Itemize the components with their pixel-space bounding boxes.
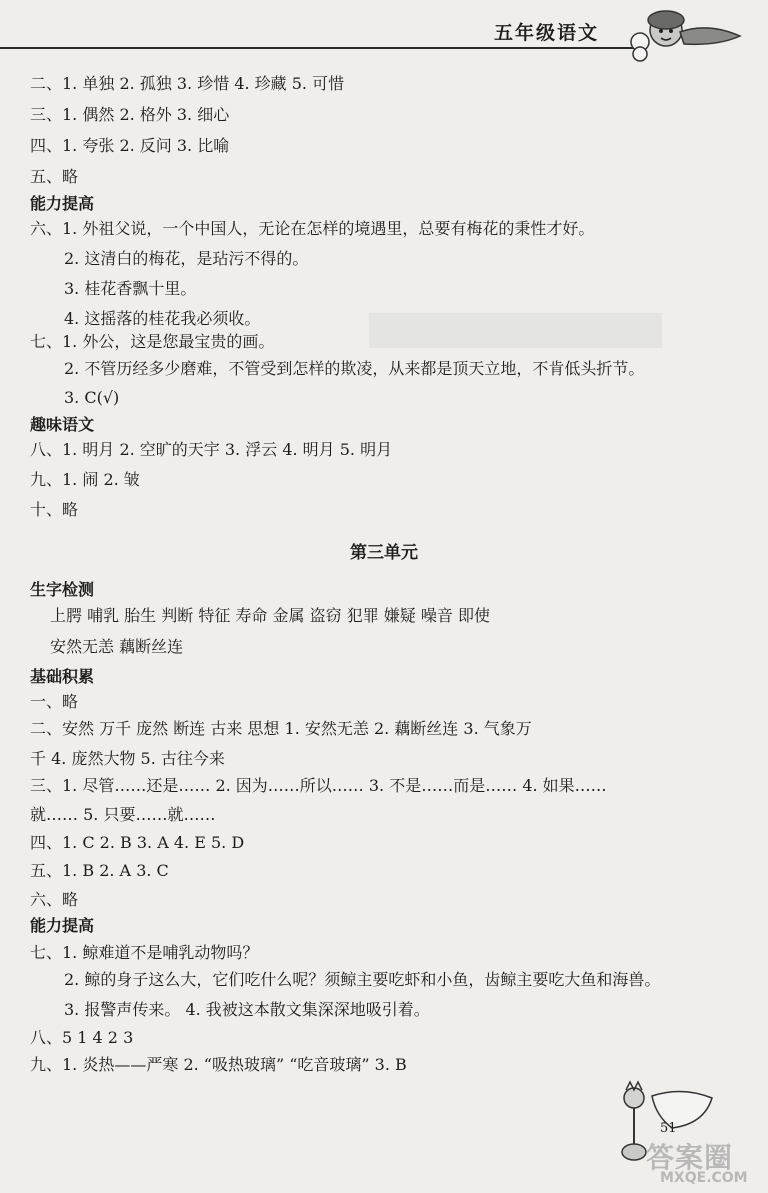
answer-line: 九、1. 炎热——严寒 2. “吸热玻璃” “吃音玻璃” 3. B xyxy=(30,1055,407,1074)
section-heading: 能力提高 xyxy=(30,194,95,213)
vocab-line: 安然无恙 藕断丝连 xyxy=(50,637,184,656)
answer-line: 二、1. 单独 2. 孤独 3. 珍惜 4. 珍藏 5. 可惜 xyxy=(30,74,345,93)
answer-line: 三、1. 偶然 2. 格外 3. 细心 xyxy=(30,105,230,124)
answer-line: 八、5 1 4 2 3 xyxy=(30,1028,134,1047)
header-title: 五年级语文 xyxy=(494,22,600,44)
section-heading: 基础积累 xyxy=(30,667,95,686)
answer-line: 3. 桂花香飘十里。 xyxy=(64,279,197,298)
answer-line: 一、略 xyxy=(30,692,79,711)
watermark-url: MXQE.COM xyxy=(660,1170,748,1186)
answer-line: 九、1. 闹 2. 皱 xyxy=(30,470,140,489)
redaction-box xyxy=(369,313,662,348)
answer-line: 十、略 xyxy=(30,500,79,519)
answer-line: 五、略 xyxy=(30,167,79,186)
answer-line: 七、1. 外公，这是您最宝贵的画。 xyxy=(30,332,275,351)
watermark-text: 答案圈 xyxy=(646,1141,734,1174)
answer-line: 4. 这摇落的桂花我必须收。 xyxy=(64,309,261,328)
answer-line: 3. C(√) xyxy=(64,388,120,407)
answer-line: 2. 鲸的身子这么大，它们吃什么呢？须鲸主要吃虾和小鱼，齿鲸主要吃大鱼和海兽。 xyxy=(64,970,661,989)
vocab-line: 上腭 哺乳 胎生 判断 特征 寿命 金属 盗窃 犯罪 嫌疑 噪音 即使 xyxy=(50,606,490,625)
header-rule xyxy=(0,47,640,49)
answer-line: 八、1. 明月 2. 空旷的天宇 3. 浮云 4. 明月 5. 明月 xyxy=(30,440,393,459)
mascot-illustration-top xyxy=(628,2,748,62)
answer-line: 3. 报警声传来。 4. 我被这本散文集深深地吸引着。 xyxy=(64,1000,430,1019)
answer-line: 三、1. 尽管……还是…… 2. 因为……所以…… 3. 不是……而是…… 4. 如果…… xyxy=(30,776,607,795)
answer-line: 五、1. B 2. A 3. C xyxy=(30,861,169,880)
answer-line: 2. 这清白的梅花，是玷污不得的。 xyxy=(64,249,309,268)
answer-line: 七、1. 鲸难道不是哺乳动物吗？ xyxy=(30,943,259,962)
answer-line: 四、1. C 2. B 3. A 4. E 5. D xyxy=(30,833,245,852)
answer-line: 就…… 5. 只要……就…… xyxy=(30,805,216,824)
answer-line: 千 4. 庞然大物 5. 古往今来 xyxy=(30,749,225,768)
unit-title: 第三单元 xyxy=(350,543,418,563)
section-heading: 趣味语文 xyxy=(30,415,95,434)
section-heading: 能力提高 xyxy=(30,916,95,935)
answer-line: 四、1. 夸张 2. 反问 3. 比喻 xyxy=(30,136,230,155)
page-number: 51 xyxy=(660,1121,677,1136)
answer-line: 六、略 xyxy=(30,890,79,909)
watermark-logo xyxy=(640,1136,768,1193)
section-heading: 生字检测 xyxy=(30,580,95,599)
answer-line: 二、安然 万千 庞然 断连 古来 思想 1. 安然无恙 2. 藕断丝连 3. 气象万 xyxy=(30,719,532,738)
answer-line: 2. 不管历经多少磨难，不管受到怎样的欺凌，从来都是顶天立地，不肯低头折节。 xyxy=(64,359,645,378)
answer-line: 六、1. 外祖父说，一个中国人，无论在怎样的境遇里，总要有梅花的秉性才好。 xyxy=(30,219,595,238)
